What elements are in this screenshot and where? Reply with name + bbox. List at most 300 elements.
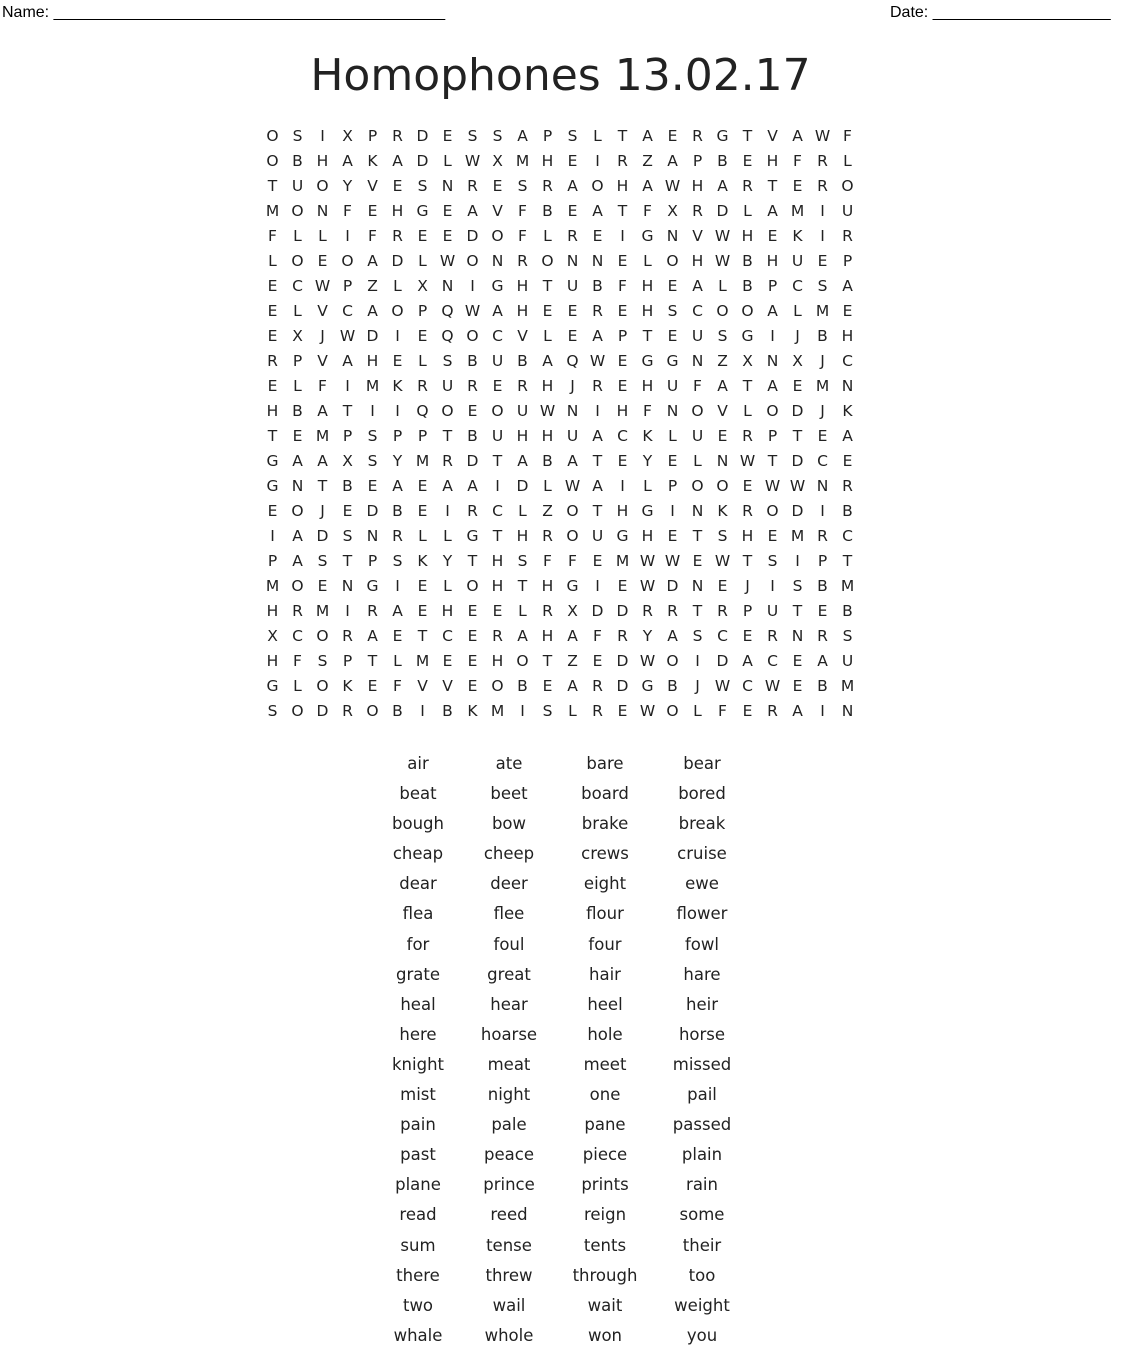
grid-letter[interactable]: A	[542, 352, 553, 370]
grid-letter[interactable]: U	[791, 252, 804, 270]
grid-letter[interactable]: X	[792, 352, 803, 370]
grid-letter[interactable]: P	[767, 277, 778, 295]
grid-letter[interactable]: I	[595, 152, 600, 170]
grid-letter[interactable]: L	[793, 302, 802, 320]
grid-letter[interactable]: T	[342, 552, 353, 570]
grid-letter[interactable]: D	[516, 477, 529, 495]
grid-letter[interactable]: R	[292, 602, 303, 620]
grid-letter[interactable]: F	[318, 377, 327, 395]
grid-letter[interactable]: U	[491, 427, 504, 445]
grid-letter[interactable]: K	[392, 377, 403, 395]
grid-letter[interactable]: F	[618, 277, 627, 295]
grid-letter[interactable]: E	[442, 127, 453, 145]
grid-letter[interactable]: V	[317, 302, 328, 320]
grid-letter[interactable]: J	[745, 577, 750, 595]
grid-letter[interactable]: E	[617, 302, 628, 320]
grid-letter[interactable]: Q	[416, 402, 429, 420]
grid-letter[interactable]: R	[642, 602, 653, 620]
grid-letter[interactable]: O	[291, 702, 304, 720]
grid-letter[interactable]: M	[515, 152, 530, 170]
grid-letter[interactable]: H	[616, 177, 629, 195]
grid-letter[interactable]: A	[842, 427, 853, 445]
grid-letter[interactable]: A	[342, 352, 353, 370]
grid-letter[interactable]: E	[392, 352, 403, 370]
grid-letter[interactable]: D	[591, 602, 604, 620]
grid-letter[interactable]: R	[467, 177, 478, 195]
grid-letter[interactable]: W	[639, 652, 656, 670]
grid-letter[interactable]: P	[617, 327, 628, 345]
grid-letter[interactable]: K	[467, 702, 478, 720]
grid-letter[interactable]: F	[268, 227, 277, 245]
grid-letter[interactable]: S	[717, 327, 728, 345]
grid-letter[interactable]: I	[770, 577, 775, 595]
grid-letter[interactable]: O	[291, 577, 304, 595]
grid-letter[interactable]: B	[717, 152, 728, 170]
grid-letter[interactable]: C	[492, 327, 503, 345]
grid-letter[interactable]: D	[666, 577, 679, 595]
grid-letter[interactable]: H	[266, 402, 279, 420]
grid-letter[interactable]: P	[367, 127, 378, 145]
grid-letter[interactable]: H	[841, 327, 854, 345]
grid-letter[interactable]: H	[516, 527, 529, 545]
grid-letter[interactable]: H	[641, 377, 654, 395]
grid-letter[interactable]: B	[517, 677, 528, 695]
grid-letter[interactable]: S	[467, 127, 478, 145]
grid-letter[interactable]: A	[667, 627, 678, 645]
grid-letter[interactable]: V	[517, 327, 528, 345]
grid-letter[interactable]: T	[267, 177, 278, 195]
grid-letter[interactable]: X	[342, 452, 353, 470]
grid-letter[interactable]: E	[467, 652, 478, 670]
grid-letter[interactable]: H	[441, 602, 454, 620]
grid-letter[interactable]: E	[667, 527, 678, 545]
grid-letter[interactable]: K	[792, 227, 803, 245]
grid-letter[interactable]: E	[317, 252, 328, 270]
grid-letter[interactable]: B	[442, 702, 453, 720]
grid-letter[interactable]: A	[292, 527, 303, 545]
grid-letter[interactable]: R	[592, 302, 603, 320]
grid-letter[interactable]: Z	[367, 277, 378, 295]
grid-letter[interactable]: S	[317, 552, 328, 570]
grid-letter[interactable]: D	[616, 602, 629, 620]
grid-letter[interactable]: I	[345, 602, 350, 620]
grid-letter[interactable]: A	[767, 377, 778, 395]
grid-letter[interactable]: O	[441, 402, 454, 420]
grid-letter[interactable]: V	[492, 202, 503, 220]
grid-letter[interactable]: G	[716, 127, 729, 145]
grid-letter[interactable]: S	[492, 127, 503, 145]
grid-letter[interactable]: E	[467, 677, 478, 695]
grid-letter[interactable]: V	[367, 177, 378, 195]
grid-letter[interactable]: O	[666, 652, 679, 670]
grid-letter[interactable]: H	[541, 377, 554, 395]
grid-letter[interactable]: T	[742, 127, 753, 145]
grid-letter[interactable]: U	[491, 352, 504, 370]
grid-letter[interactable]: X	[567, 602, 578, 620]
grid-letter[interactable]: I	[595, 577, 600, 595]
grid-letter[interactable]: P	[542, 127, 553, 145]
grid-letter[interactable]: I	[370, 402, 375, 420]
grid-letter[interactable]: A	[792, 702, 803, 720]
grid-letter[interactable]: W	[314, 277, 331, 295]
grid-letter[interactable]: I	[395, 402, 400, 420]
grid-letter[interactable]: I	[445, 502, 450, 520]
grid-letter[interactable]: F	[343, 202, 352, 220]
grid-letter[interactable]: S	[267, 702, 278, 720]
grid-letter[interactable]: O	[391, 302, 404, 320]
grid-letter[interactable]: O	[841, 177, 854, 195]
grid-letter[interactable]: G	[641, 677, 654, 695]
grid-letter[interactable]: O	[366, 702, 379, 720]
grid-letter[interactable]: R	[592, 377, 603, 395]
grid-letter[interactable]: H	[541, 577, 554, 595]
grid-letter[interactable]: M	[415, 652, 430, 670]
grid-letter[interactable]: T	[267, 427, 278, 445]
grid-letter[interactable]: I	[395, 577, 400, 595]
grid-letter[interactable]: N	[691, 502, 704, 520]
grid-letter[interactable]: T	[317, 477, 328, 495]
grid-letter[interactable]: C	[692, 302, 703, 320]
grid-letter[interactable]: H	[766, 252, 779, 270]
grid-letter[interactable]: W	[814, 127, 831, 145]
grid-letter[interactable]: A	[792, 127, 803, 145]
grid-letter[interactable]: E	[467, 602, 478, 620]
grid-letter[interactable]: H	[541, 427, 554, 445]
grid-letter[interactable]: R	[542, 177, 553, 195]
grid-letter[interactable]: M	[840, 677, 855, 695]
grid-letter[interactable]: W	[764, 677, 781, 695]
grid-letter[interactable]: A	[367, 252, 378, 270]
grid-letter[interactable]: E	[392, 627, 403, 645]
grid-letter[interactable]: U	[291, 177, 304, 195]
grid-letter[interactable]: O	[766, 402, 779, 420]
grid-letter[interactable]: V	[692, 227, 703, 245]
grid-letter[interactable]: B	[342, 477, 353, 495]
grid-letter[interactable]: B	[392, 702, 403, 720]
grid-letter[interactable]: R	[517, 377, 528, 395]
grid-letter[interactable]: I	[670, 502, 675, 520]
grid-letter[interactable]: O	[766, 502, 779, 520]
grid-letter[interactable]: I	[495, 477, 500, 495]
grid-letter[interactable]: R	[817, 152, 828, 170]
grid-letter[interactable]: E	[442, 202, 453, 220]
grid-letter[interactable]: N	[591, 252, 604, 270]
grid-letter[interactable]: Z	[642, 152, 653, 170]
grid-letter[interactable]: O	[566, 527, 579, 545]
grid-letter[interactable]: O	[291, 252, 304, 270]
grid-letter[interactable]: S	[567, 127, 578, 145]
grid-letter[interactable]: K	[342, 677, 353, 695]
grid-letter[interactable]: W	[714, 552, 731, 570]
grid-letter[interactable]: L	[293, 677, 302, 695]
grid-letter[interactable]: A	[642, 177, 653, 195]
grid-letter[interactable]: U	[566, 427, 579, 445]
date-field[interactable]: Date: ____________________	[890, 4, 1111, 21]
grid-letter[interactable]: K	[717, 502, 728, 520]
grid-letter[interactable]: R	[567, 227, 578, 245]
grid-letter[interactable]: P	[667, 477, 678, 495]
grid-letter[interactable]: D	[616, 677, 629, 695]
grid-letter[interactable]: B	[467, 352, 478, 370]
grid-letter[interactable]: I	[470, 277, 475, 295]
grid-letter[interactable]: P	[342, 427, 353, 445]
grid-letter[interactable]: E	[667, 277, 678, 295]
grid-letter[interactable]: O	[316, 627, 329, 645]
grid-letter[interactable]: R	[717, 602, 728, 620]
grid-letter[interactable]: O	[316, 177, 329, 195]
grid-letter[interactable]: Z	[567, 652, 578, 670]
grid-letter[interactable]: M	[265, 202, 280, 220]
grid-letter[interactable]: V	[717, 402, 728, 420]
grid-letter[interactable]: L	[518, 502, 527, 520]
grid-letter[interactable]: W	[589, 352, 606, 370]
grid-letter[interactable]: Y	[642, 452, 653, 470]
grid-letter[interactable]: W	[739, 452, 756, 470]
grid-letter[interactable]: E	[667, 127, 678, 145]
grid-letter[interactable]: A	[592, 427, 603, 445]
grid-letter[interactable]: A	[767, 302, 778, 320]
grid-letter[interactable]: N	[291, 477, 304, 495]
grid-letter[interactable]: N	[716, 452, 729, 470]
grid-letter[interactable]: A	[292, 452, 303, 470]
grid-letter[interactable]: L	[443, 577, 452, 595]
grid-letter[interactable]: T	[767, 177, 778, 195]
grid-letter[interactable]: J	[320, 327, 325, 345]
grid-letter[interactable]: V	[767, 127, 778, 145]
grid-letter[interactable]: C	[292, 277, 303, 295]
grid-letter[interactable]: W	[439, 252, 456, 270]
grid-letter[interactable]: S	[817, 277, 828, 295]
grid-letter[interactable]: O	[266, 152, 279, 170]
grid-letter[interactable]: F	[518, 227, 527, 245]
grid-letter[interactable]: E	[717, 577, 728, 595]
grid-letter[interactable]: G	[641, 352, 654, 370]
grid-letter[interactable]: E	[267, 302, 278, 320]
grid-letter[interactable]: E	[442, 652, 453, 670]
grid-letter[interactable]: E	[617, 452, 628, 470]
grid-letter[interactable]: L	[443, 527, 452, 545]
grid-letter[interactable]: O	[741, 302, 754, 320]
grid-letter[interactable]: L	[643, 477, 652, 495]
grid-letter[interactable]: K	[367, 152, 378, 170]
grid-letter[interactable]: G	[641, 502, 654, 520]
grid-letter[interactable]: W	[639, 577, 656, 595]
grid-letter[interactable]: D	[466, 227, 479, 245]
grid-letter[interactable]: D	[791, 402, 804, 420]
grid-letter[interactable]: E	[817, 252, 828, 270]
grid-letter[interactable]: Y	[392, 452, 403, 470]
grid-letter[interactable]: O	[466, 577, 479, 595]
grid-letter[interactable]: D	[466, 452, 479, 470]
grid-letter[interactable]: B	[542, 202, 553, 220]
grid-letter[interactable]: C	[842, 352, 853, 370]
grid-letter[interactable]: E	[592, 652, 603, 670]
grid-letter[interactable]: M	[790, 202, 805, 220]
grid-letter[interactable]: B	[742, 277, 753, 295]
grid-letter[interactable]: O	[341, 252, 354, 270]
grid-letter[interactable]: I	[620, 477, 625, 495]
grid-letter[interactable]: H	[766, 152, 779, 170]
grid-letter[interactable]: L	[543, 477, 552, 495]
grid-letter[interactable]: L	[318, 227, 327, 245]
grid-letter[interactable]: I	[520, 702, 525, 720]
grid-letter[interactable]: G	[666, 352, 679, 370]
grid-letter[interactable]: C	[742, 677, 753, 695]
grid-letter[interactable]: H	[266, 652, 279, 670]
grid-letter[interactable]: S	[392, 552, 403, 570]
grid-letter[interactable]: E	[467, 402, 478, 420]
grid-letter[interactable]: A	[492, 302, 503, 320]
grid-letter[interactable]: B	[742, 252, 753, 270]
grid-letter[interactable]: E	[367, 677, 378, 695]
grid-letter[interactable]: L	[418, 527, 427, 545]
grid-letter[interactable]: S	[517, 552, 528, 570]
grid-letter[interactable]: A	[292, 552, 303, 570]
grid-letter[interactable]: J	[820, 352, 825, 370]
grid-letter[interactable]: E	[267, 502, 278, 520]
grid-letter[interactable]: E	[492, 377, 503, 395]
grid-letter[interactable]: E	[667, 452, 678, 470]
grid-letter[interactable]: A	[592, 327, 603, 345]
grid-letter[interactable]: F	[293, 652, 302, 670]
grid-letter[interactable]: I	[795, 552, 800, 570]
grid-letter[interactable]: R	[742, 427, 753, 445]
grid-letter[interactable]: O	[491, 227, 504, 245]
grid-letter[interactable]: U	[841, 652, 854, 670]
grid-letter[interactable]: T	[642, 327, 653, 345]
grid-letter[interactable]: A	[517, 127, 528, 145]
grid-letter[interactable]: C	[717, 627, 728, 645]
grid-letter[interactable]: A	[517, 627, 528, 645]
grid-letter[interactable]: T	[442, 427, 453, 445]
grid-letter[interactable]: H	[641, 302, 654, 320]
grid-letter[interactable]: B	[817, 677, 828, 695]
grid-letter[interactable]: E	[317, 577, 328, 595]
grid-letter[interactable]: D	[791, 502, 804, 520]
grid-letter[interactable]: H	[491, 577, 504, 595]
grid-letter[interactable]: G	[491, 277, 504, 295]
grid-letter[interactable]: X	[742, 352, 753, 370]
grid-letter[interactable]: B	[292, 152, 303, 170]
grid-letter[interactable]: T	[542, 652, 553, 670]
grid-letter[interactable]: E	[817, 602, 828, 620]
grid-letter[interactable]: E	[417, 227, 428, 245]
grid-letter[interactable]: N	[566, 402, 579, 420]
grid-letter[interactable]: D	[366, 327, 379, 345]
grid-letter[interactable]: A	[742, 652, 753, 670]
grid-letter[interactable]: E	[392, 177, 403, 195]
grid-letter[interactable]: F	[643, 202, 652, 220]
grid-letter[interactable]: S	[317, 652, 328, 670]
grid-letter[interactable]: E	[567, 152, 578, 170]
grid-letter[interactable]: E	[592, 552, 603, 570]
grid-letter[interactable]: N	[566, 252, 579, 270]
grid-letter[interactable]: O	[316, 677, 329, 695]
grid-letter[interactable]: A	[567, 452, 578, 470]
grid-letter[interactable]: P	[742, 602, 753, 620]
grid-letter[interactable]: B	[842, 502, 853, 520]
grid-letter[interactable]: E	[742, 702, 753, 720]
grid-letter[interactable]: U	[666, 377, 679, 395]
grid-letter[interactable]: A	[717, 177, 728, 195]
grid-letter[interactable]: M	[615, 552, 630, 570]
grid-letter[interactable]: R	[767, 702, 778, 720]
grid-letter[interactable]: T	[692, 602, 703, 620]
grid-letter[interactable]: L	[743, 202, 752, 220]
grid-letter[interactable]: T	[692, 527, 703, 545]
grid-letter[interactable]: A	[592, 202, 603, 220]
grid-letter[interactable]: D	[416, 127, 429, 145]
grid-letter[interactable]: H	[391, 202, 404, 220]
grid-letter[interactable]: N	[841, 377, 854, 395]
grid-letter[interactable]: H	[491, 552, 504, 570]
grid-letter[interactable]: C	[817, 452, 828, 470]
grid-letter[interactable]: L	[293, 302, 302, 320]
grid-letter[interactable]: U	[566, 277, 579, 295]
grid-letter[interactable]: O	[266, 127, 279, 145]
grid-letter[interactable]: R	[342, 627, 353, 645]
grid-letter[interactable]: R	[467, 377, 478, 395]
grid-letter[interactable]: A	[767, 202, 778, 220]
grid-letter[interactable]: Y	[642, 627, 653, 645]
grid-letter[interactable]: C	[342, 302, 353, 320]
grid-letter[interactable]: A	[567, 677, 578, 695]
grid-letter[interactable]: H	[641, 527, 654, 545]
grid-letter[interactable]: P	[817, 552, 828, 570]
grid-letter[interactable]: P	[342, 277, 353, 295]
grid-letter[interactable]: P	[692, 152, 703, 170]
grid-letter[interactable]: R	[842, 477, 853, 495]
grid-letter[interactable]: T	[417, 627, 428, 645]
grid-letter[interactable]: W	[639, 552, 656, 570]
grid-letter[interactable]: W	[714, 677, 731, 695]
grid-letter[interactable]: C	[617, 427, 628, 445]
grid-letter[interactable]: I	[395, 327, 400, 345]
grid-letter[interactable]: H	[266, 602, 279, 620]
grid-letter[interactable]: H	[366, 352, 379, 370]
grid-letter[interactable]: S	[542, 702, 553, 720]
grid-letter[interactable]: O	[516, 652, 529, 670]
grid-letter[interactable]: L	[843, 152, 852, 170]
grid-letter[interactable]: D	[716, 652, 729, 670]
grid-letter[interactable]: I	[820, 502, 825, 520]
grid-letter[interactable]: R	[542, 602, 553, 620]
grid-letter[interactable]: E	[567, 202, 578, 220]
grid-letter[interactable]: M	[840, 577, 855, 595]
grid-letter[interactable]: P	[417, 427, 428, 445]
grid-letter[interactable]: A	[692, 277, 703, 295]
grid-letter[interactable]: P	[842, 252, 853, 270]
grid-letter[interactable]: W	[339, 327, 356, 345]
grid-letter[interactable]: K	[417, 552, 428, 570]
grid-letter[interactable]: J	[695, 677, 700, 695]
grid-letter[interactable]: H	[541, 152, 554, 170]
grid-letter[interactable]: G	[266, 677, 279, 695]
grid-letter[interactable]: W	[564, 477, 581, 495]
grid-letter[interactable]: L	[418, 252, 427, 270]
grid-letter[interactable]: W	[764, 477, 781, 495]
grid-letter[interactable]: D	[391, 252, 404, 270]
grid-letter[interactable]: T	[492, 452, 503, 470]
grid-letter[interactable]: L	[418, 352, 427, 370]
grid-letter[interactable]: S	[517, 177, 528, 195]
grid-letter[interactable]: R	[592, 702, 603, 720]
grid-letter[interactable]: R	[417, 377, 428, 395]
grid-letter[interactable]: H	[616, 402, 629, 420]
grid-letter[interactable]: O	[466, 327, 479, 345]
grid-letter[interactable]: A	[367, 627, 378, 645]
grid-letter[interactable]: N	[666, 227, 679, 245]
